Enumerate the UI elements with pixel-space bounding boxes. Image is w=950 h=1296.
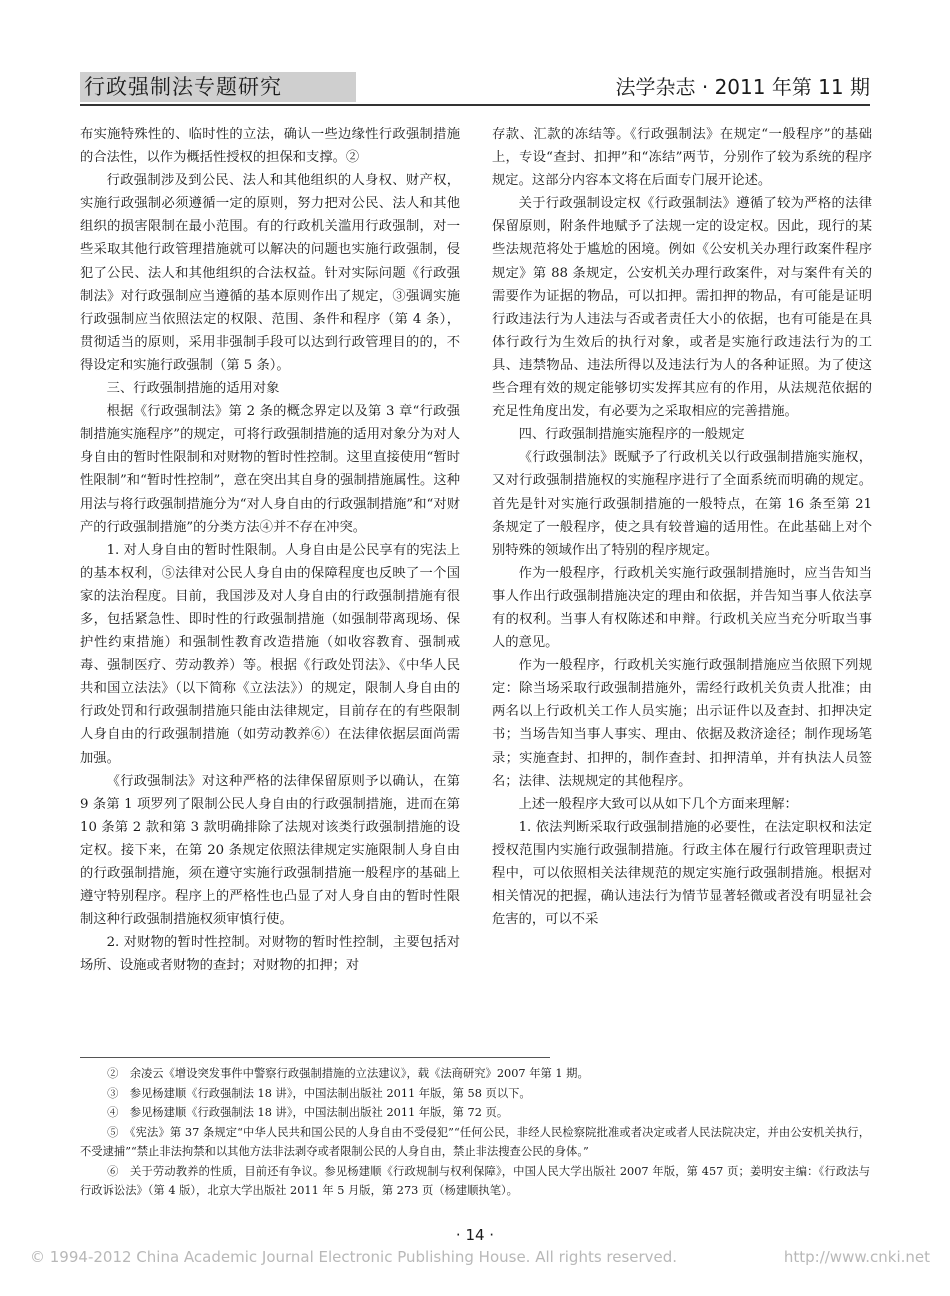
cnki-url: http://www.cnki.net	[783, 1248, 930, 1266]
right-column	[492, 123, 872, 931]
paragraph: 布实施特殊性的、临时性的立法，确认一些边缘性行政强制措施的合法性，以作为概括性授权的担保和支撑。②	[80, 127, 460, 166]
paragraph: 作为一般程序，行政机关实施行政强制措施时，应当告知当事人作出行政强制措施决定的理由和依据，并告知当事人依法享有的权利。当事人有权陈述和申辩。行政机关应当充分听取当事人的意见。	[492, 565, 872, 651]
section-heading: 四、行政强制措施实施程序的一般规定	[518, 427, 745, 443]
paragraph: 1. 对人身自由的暂时性限制。人身自由是公民享有的宪法上的基本权利，⑤法律对公民人身自由的保障程度也反映了一个国家的法治程度。目前，我国涉及对人身自由的行政强制措施有很多，包括紧急性、即时性的行政强制措施（如强制带离现场、保护性约束措施）和强制性教育改造措施（如收容教育、强制戒毒、强制医疗、劳动教养）等。根据《行政处罚法》、《中华人民共和国立法法》（以下简称《立法法》）的规定，限制人身自由的行政处罚和行政强制措施只能由法律规定，目前存在的有些限制人身自由的行政强制措施（如劳动教养⑥）在法律依据层面尚需加强。	[80, 542, 460, 766]
footnote: ③ 参见杨建顺《行政强制法 18 讲》，中国法制出版社 2011 年版，第 58 页以下。	[107, 1086, 531, 1100]
footnote: ⑤ 《宪法》第 37 条规定“中华人民共和国公民的人身自由不受侵犯”“任何公民，非经人民检察院批准或者决定或者人民法院决定，并由公安机关执行，不受逮捕”“禁止非法拘禁和以其他方法非法剥夺或者限制公民的人身自由，禁止非法搜查公民的身体。”	[80, 1125, 870, 1158]
section-title: 行政强制法专题研究	[80, 72, 356, 102]
footnote: ④ 参见杨建顺《行政强制法 18 讲》，中国法制出版社 2011 年版，第 72 页。	[107, 1106, 509, 1119]
header-rule	[80, 104, 870, 106]
paragraph: 上述一般程序大致可以从如下几个方面来理解：	[518, 796, 798, 812]
left-column	[80, 123, 460, 977]
paragraph: 2. 对财物的暂时性控制。对财物的暂时性控制，主要包括对场所、设施或者财物的查封；对财物的扣押；对	[80, 935, 460, 974]
paragraph: 作为一般程序，行政机关实施行政强制措施应当依照下列规定：除当场采取行政强制措施外，需经行政机关负责人批准；由两名以上行政机关工作人员实施；出示证件以及查封、扣押决定书；当场告知当事人事实、理由、依据及救济途径；制作现场笔录；实施查封、扣押的，制作查封、扣押清单，并有执法人员签名；法律、法规规定的其他程序。	[492, 658, 872, 789]
copyright-watermark	[30, 1248, 930, 1266]
copyright-text: © 1994-2012 China Academic Journal Electronic Publishing House. All rights reserved.	[30, 1248, 678, 1266]
paragraph: 关于行政强制设定权《行政强制法》遵循了较为严格的法律保留原则，附条件地赋予了法规一定的设定权。因此，现行的某些法规范将处于尴尬的困境。例如《公安机关办理行政案件程序规定》第 88 条规定，公安机关办理行政案件，对与案件有关的需要作为证据的物品，可以扣押。需扣押的物品，有可能是证明行政违法行为人违法与否或者责任大小的依据，也有可能是在具体行政行为生效后的执行对象，或者是实施行政违法行为的工具、违禁物品、违法所得以及违法行为人的各种证照。为了使这些合理有效的规定能够切实发挥其应有的作用，从法规范依据的充足性角度出发，有必要为之采取相应的完善措施。	[492, 196, 872, 420]
paragraph: 行政强制涉及到公民、法人和其他组织的人身权、财产权，实施行政强制必须遵循一定的原则，努力把对公民、法人和其他组织的损害限制在最小范围。有的行政机关滥用行政强制，对一些采取其他行政管理措施就可以解决的问题也实施行政强制，侵犯了公民、法人和其他组织的合法权益。针对实际问题《行政强制法》对行政强制应当遵循的基本原则作出了规定，③强调实施行政强制应当依照法定的权限、范围、条件和程序（第 4 条），贯彻适当的原则，采用非强制手段可以达到行政管理目的的，不得设定和实施行政强制（第 5 条）。	[80, 173, 460, 373]
page-number: · 14 ·	[455, 1226, 495, 1244]
section-heading: 三、行政强制措施的适用对象	[106, 381, 280, 397]
paragraph: 1. 依法判断采取行政强制措施的必要性，在法定职权和法定授权范围内实施行政强制措施。行政主体在履行行政管理职责过程中，可以依照相关法律规范的规定实施行政强制措施。根据对相关情况的把握，确认违法行为情节显著轻微或者没有明显社会危害的，可以不采	[492, 819, 872, 928]
page-header	[80, 70, 870, 106]
footnote-rule	[80, 1057, 550, 1058]
journal-issue: 法学杂志 · 2011 年第 11 期	[615, 75, 870, 99]
paragraph: 根据《行政强制法》第 2 条的概念界定以及第 3 章“行政强制措施实施程序”的规定，可将行政强制措施的适用对象分为对人身自由的暂时性限制和对财物的暂时性控制。这里直接使用“暂时性限制”和“暂时性控制”，意在突出其自身的强制措施属性。这种用法与将行政强制措施分为“对人身自由的行政强制措施”和“对财产的行政强制措施”的分类方法④并不存在冲突。	[80, 404, 460, 535]
paragraph: 《行政强制法》既赋予了行政机关以行政强制措施实施权，又对行政强制措施权的实施程序进行了全面系统而明确的规定。首先是针对实施行政强制措施的一般特点，在第 16 条至第 21 条规定了一般程序，使之具有较普遍的适用性。在此基础上对个别特殊的领域作出了特别的程序规定。	[492, 450, 872, 558]
footnotes	[80, 1064, 870, 1201]
footnote: ② 余凌云《增设突发事件中警察行政强制措施的立法建议》，载《法商研究》2007 年第 1 期。	[107, 1067, 589, 1080]
footnote: ⑥ 关于劳动教养的性质，目前还有争议。参见杨建顺《行政规制与权利保障》，中国人民大学出版社 2007 年版，第 457 页；姜明安主编：《行政法与行政诉讼法》（第 4 版），北京大学出版社 2011 年 5 月版，第 273 页（杨建顺执笔）。	[80, 1164, 870, 1197]
paragraph: 《行政强制法》对这种严格的法律保留原则予以确认，在第 9 条第 1 项罗列了限制公民人身自由的行政强制措施，进而在第 10 条第 2 款和第 3 款明确排除了法规对该类行政强制措施的设定权。接下来，在第 20 条规定依照法律规定实施限制人身自由的行政强制措施，须在遵守实施行政强制措施一般程序的基础上遵守特别程序。程序上的严格性也凸显了对人身自由的暂时性限制这种行政强制措施权须审慎行使。	[80, 773, 460, 928]
paragraph: 存款、汇款的冻结等。《行政强制法》在规定“一般程序”的基础上，专设“查封、扣押”和“冻结”两节，分别作了较为系统的程序规定。这部分内容本文将在后面专门展开论述。	[492, 127, 872, 189]
